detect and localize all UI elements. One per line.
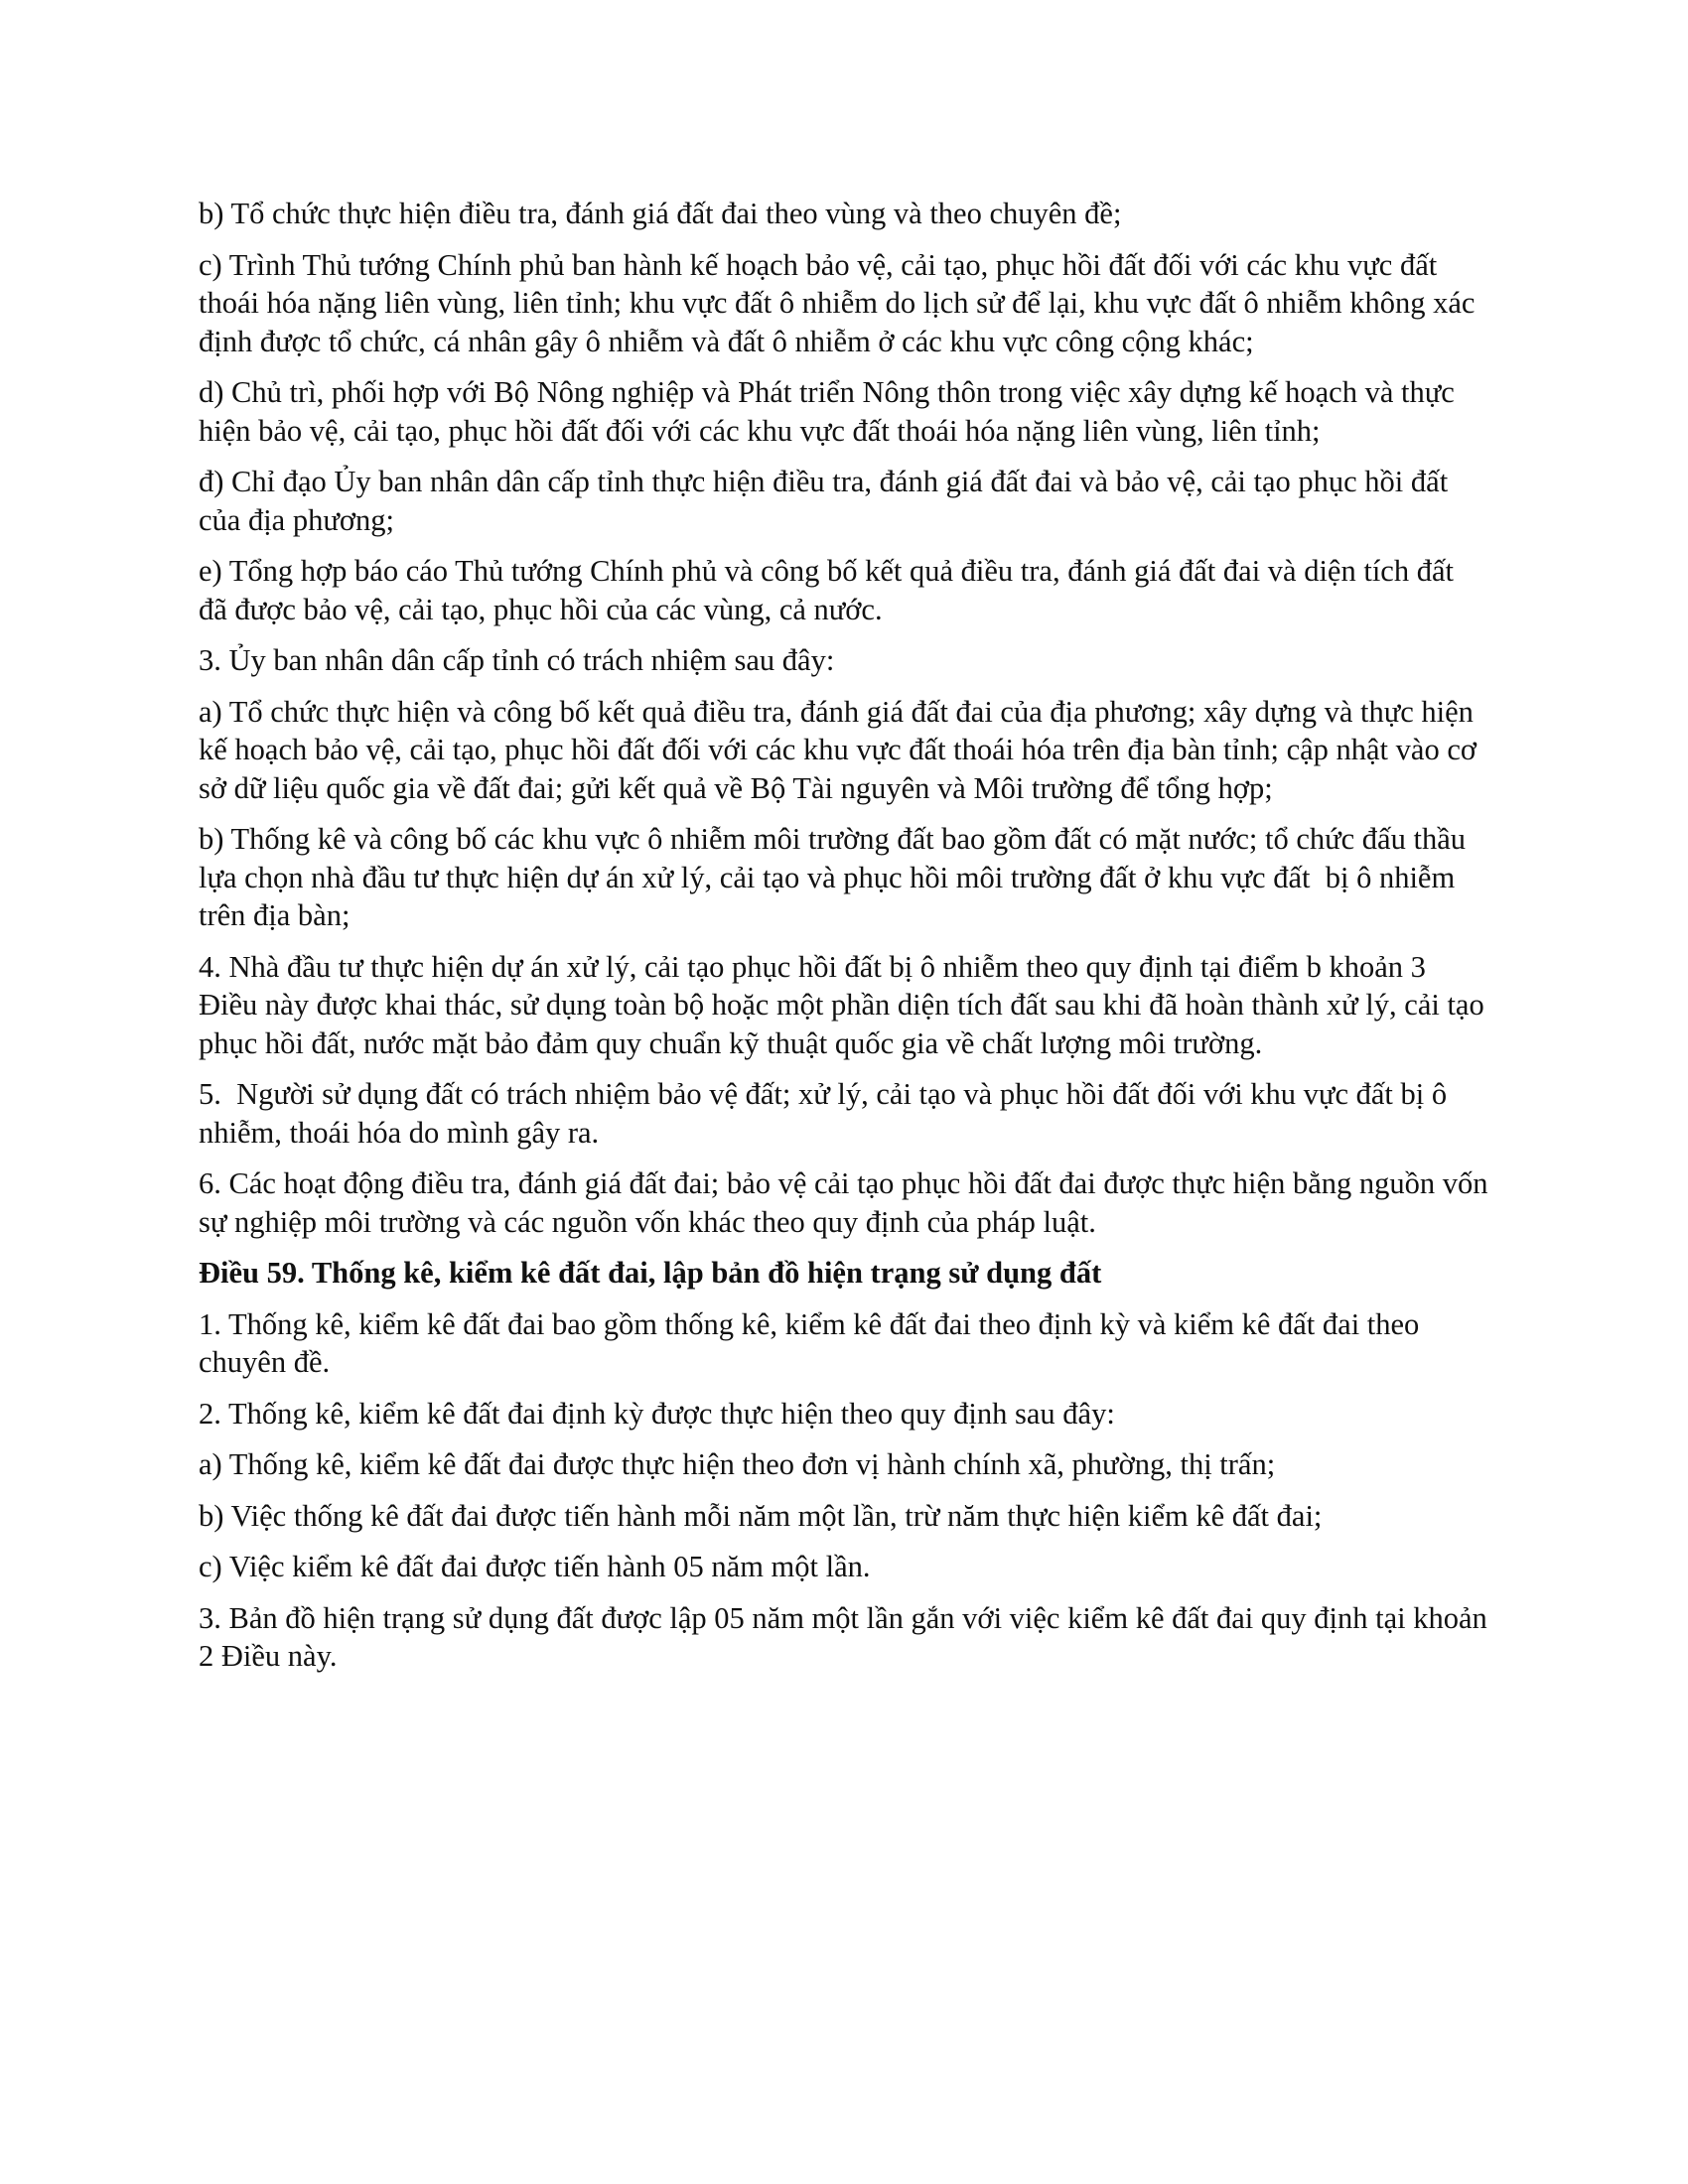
paragraph-3: 3. Ủy ban nhân dân cấp tỉnh có trách nhiệm sau đây: (199, 643, 835, 677)
paragraph-3a: a) Tổ chức thực hiện và công bố kết quả điều tra, đánh giá đất đai của địa phương; xây dựng và thực hiện kế hoạch bảo vệ, cải tạo, phục hồi đất đối với các khu vực đất thoái hóa trên địa bàn tỉnh; cập nhật vào cơ sở dữ liệu quốc gia về đất đai; gửi kết quả về Bộ Tài nguyên và Môi trường để tổng hợp; (199, 694, 1484, 805)
paragraph-2b: b) Tổ chức thực hiện điều tra, đánh giá đất đai theo vùng và theo chuyên đề; (199, 197, 1122, 230)
paragraph-3b: b) Thống kê và công bố các khu vực ô nhiễm môi trường đất bao gồm đất có mặt nước; tổ chức đấu thầu lựa chọn nhà đầu tư thực hiện dự án xử lý, cải tạo và phục hồi môi trường đất ở khu vực đất bị ô nhiễm trên địa bàn; (199, 822, 1474, 932)
article-59-heading: Điều 59. Thống kê, kiểm kê đất đai, lập bản đồ hiện trạng sử dụng đất (199, 1256, 1102, 1290)
paragraph-6: 6. Các hoạt động điều tra, đánh giá đất đai; bảo vệ cải tạo phục hồi đất đai được thực hiện bằng nguồn vốn sự nghiệp môi trường và các nguồn vốn khác theo quy định của pháp luật. (199, 1166, 1496, 1239)
article-59-paragraph-2: 2. Thống kê, kiểm kê đất đai định kỳ được thực hiện theo quy định sau đây: (199, 1396, 1115, 1431)
paragraph-2e: e) Tổng hợp báo cáo Thủ tướng Chính phủ và công bố kết quả điều tra, đánh giá đất đai và diện tích đất đã được bảo vệ, cải tạo, phục hồi của các vùng, cả nước. (199, 554, 1462, 626)
article-59-paragraph-2a: a) Thống kê, kiểm kê đất đai được thực hiện theo đơn vị hành chính xã, phường, thị trấn; (199, 1447, 1276, 1481)
paragraph-2dd: đ) Chỉ đạo Ủy ban nhân dân cấp tỉnh thực hiện điều tra, đánh giá đất đai và bảo vệ, cải tạo phục hồi đất của địa phương; (199, 465, 1456, 537)
article-59-paragraph-2b: b) Việc thống kê đất đai được tiến hành mỗi năm một lần, trừ năm thực hiện kiểm kê đất đai; (199, 1498, 1323, 1533)
article-59-paragraph-3: 3. Bản đồ hiện trạng sử dụng đất được lập 05 năm một lần gắn với việc kiểm kê đất đai quy định tại khoản 2 Điều này. (199, 1600, 1495, 1673)
article-59-paragraph-1: 1. Thống kê, kiểm kê đất đai bao gồm thống kê, kiểm kê đất đai theo định kỳ và kiểm kê đất đai theo chuyên đề. (199, 1306, 1427, 1379)
article-59-paragraph-2c: c) Việc kiểm kê đất đai được tiến hành 05 năm một lần. (199, 1550, 871, 1583)
paragraph-4: 4. Nhà đầu tư thực hiện dự án xử lý, cải tạo phục hồi đất bị ô nhiễm theo quy định tại điểm b khoản 3 Điều này được khai thác, sử dụng toàn bộ hoặc một phần diện tích đất sau khi đã hoàn thành xử lý, cải tạo phục hồi đất, nước mặt bảo đảm quy chuẩn kỹ thuật quốc gia về chất lượng môi trường. (199, 949, 1492, 1060)
document-body (199, 195, 1496, 1689)
paragraph-2d: d) Chủ trì, phối hợp với Bộ Nông nghiệp và Phát triển Nông thôn trong việc xây dựng kế hoạch và thực hiện bảo vệ, cải tạo, phục hồi đất đối với các khu vực đất thoái hóa nặng liên vùng, liên tỉnh; (199, 375, 1463, 448)
paragraph-2c: c) Trình Thủ tướng Chính phủ ban hành kế hoạch bảo vệ, cải tạo, phục hồi đất đối với các khu vực đất thoái hóa nặng liên vùng, liên tỉnh; khu vực đất ô nhiễm do lịch sử để lại, khu vực đất ô nhiễm không xác định được tổ chức, cá nhân gây ô nhiễm và đất ô nhiễm ở các khu vực công cộng khác; (199, 247, 1483, 358)
paragraph-5: 5. Người sử dụng đất có trách nhiệm bảo vệ đất; xử lý, cải tạo và phục hồi đất đối với khu vực đất bị ô nhiễm, thoái hóa do mình gây ra. (199, 1077, 1455, 1150)
